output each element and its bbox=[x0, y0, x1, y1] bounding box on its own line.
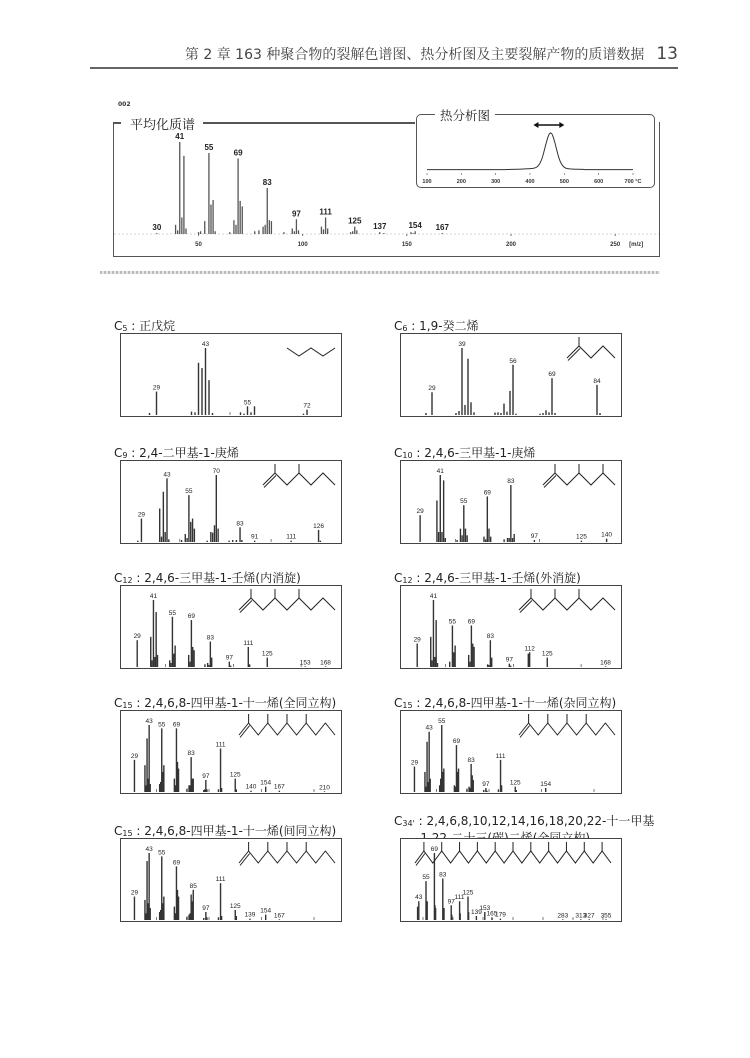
svg-text:43: 43 bbox=[145, 718, 153, 725]
svg-text:83: 83 bbox=[486, 633, 494, 641]
svg-text:55: 55 bbox=[448, 618, 457, 626]
svg-text:83: 83 bbox=[262, 178, 272, 187]
mass-spectrum-chart bbox=[401, 839, 621, 921]
svg-text:55: 55 bbox=[204, 143, 214, 153]
spectrum-panel-c15-syndio bbox=[120, 838, 342, 922]
svg-text:153: 153 bbox=[479, 904, 491, 912]
svg-text:210: 210 bbox=[319, 784, 330, 792]
svg-text:200: 200 bbox=[505, 242, 517, 248]
carbon-count: 9 bbox=[122, 451, 128, 460]
svg-text:69: 69 bbox=[233, 148, 243, 158]
svg-text:150: 150 bbox=[401, 242, 412, 248]
frame-line bbox=[203, 122, 415, 124]
formula-prefix: C bbox=[394, 319, 403, 333]
svg-text:83: 83 bbox=[507, 478, 515, 486]
compound-name: : 2,4,6,8-四甲基-1-十一烯(间同立构) bbox=[132, 824, 337, 838]
compound-title-c12-racemic bbox=[394, 569, 581, 586]
svg-text:84: 84 bbox=[593, 377, 601, 385]
svg-text:327: 327 bbox=[583, 912, 595, 920]
svg-text:55: 55 bbox=[243, 399, 252, 407]
compound-name: : 2,4,6,8-四甲基-1-十一烯(全同立构) bbox=[132, 696, 337, 710]
svg-text:83: 83 bbox=[236, 520, 244, 528]
svg-text:125: 125 bbox=[509, 779, 521, 787]
formula-prefix: C bbox=[394, 571, 403, 585]
svg-text:97: 97 bbox=[505, 656, 513, 664]
svg-text:83: 83 bbox=[187, 750, 195, 758]
svg-text:69: 69 bbox=[172, 721, 181, 729]
compound-title-c10 bbox=[394, 444, 535, 461]
spectrum-panel-c15-iso bbox=[120, 710, 342, 794]
svg-text:69: 69 bbox=[430, 846, 439, 853]
compound-title-c15-iso bbox=[114, 694, 336, 711]
svg-text:168: 168 bbox=[320, 659, 331, 667]
compound-name: : 1,9-癸二烯 bbox=[407, 319, 479, 333]
svg-text:154: 154 bbox=[260, 779, 272, 787]
tga-chart bbox=[417, 115, 654, 187]
compound-name: : 2,4,6,8-四甲基-1-十一烯(杂同立构) bbox=[412, 696, 617, 710]
section-divider bbox=[100, 271, 660, 274]
mass-spectrum-chart bbox=[121, 586, 341, 668]
svg-text:83: 83 bbox=[467, 756, 475, 764]
carbon-count: 6 bbox=[402, 324, 408, 333]
svg-text:29: 29 bbox=[410, 759, 419, 767]
svg-text:154: 154 bbox=[260, 907, 272, 915]
svg-text:111: 111 bbox=[454, 894, 465, 902]
svg-text:41: 41 bbox=[175, 132, 185, 141]
svg-text:111: 111 bbox=[215, 741, 226, 749]
svg-text:29: 29 bbox=[428, 385, 436, 393]
spectrum-panel-c12-meso bbox=[120, 585, 342, 669]
carbon-count: 12 bbox=[122, 576, 133, 585]
svg-text:41: 41 bbox=[429, 593, 438, 600]
svg-text:97: 97 bbox=[530, 532, 538, 540]
svg-text:69: 69 bbox=[467, 618, 476, 626]
svg-text:43: 43 bbox=[163, 471, 171, 479]
svg-text:125: 125 bbox=[229, 902, 241, 910]
svg-text:167: 167 bbox=[435, 223, 449, 233]
svg-text:29: 29 bbox=[137, 511, 146, 519]
compound-title-c15-syndio bbox=[114, 822, 336, 839]
spectrum-panel-c5 bbox=[120, 333, 342, 417]
svg-text:139: 139 bbox=[244, 911, 256, 919]
svg-text:83: 83 bbox=[206, 634, 214, 642]
formula-prefix: C bbox=[114, 824, 123, 838]
mass-spectrum-chart bbox=[401, 334, 621, 416]
formula-prefix: C bbox=[114, 571, 123, 585]
svg-text:29: 29 bbox=[130, 752, 139, 760]
tga-title: 热分析图 bbox=[435, 106, 495, 124]
svg-text:112: 112 bbox=[524, 645, 535, 653]
mass-spectrum-chart bbox=[401, 711, 621, 793]
header-rule bbox=[90, 67, 678, 69]
svg-text:55: 55 bbox=[460, 498, 468, 506]
svg-text:313: 313 bbox=[575, 912, 587, 920]
svg-text:69: 69 bbox=[187, 613, 196, 621]
svg-text:69: 69 bbox=[452, 738, 461, 746]
spectrum-panel-c34 bbox=[400, 838, 622, 922]
svg-text:29: 29 bbox=[133, 633, 141, 641]
svg-text:700 °C: 700 °C bbox=[624, 179, 642, 185]
svg-text:300: 300 bbox=[491, 179, 501, 185]
svg-text:111: 111 bbox=[286, 533, 297, 541]
compound-title-c12-meso bbox=[114, 569, 301, 586]
svg-text:125: 125 bbox=[229, 771, 241, 779]
svg-text:355: 355 bbox=[600, 912, 612, 920]
svg-text:167: 167 bbox=[273, 912, 285, 920]
formula-prefix: C bbox=[114, 446, 123, 460]
svg-text:140: 140 bbox=[601, 531, 613, 539]
svg-text:55: 55 bbox=[185, 488, 193, 496]
svg-text:154: 154 bbox=[408, 221, 422, 231]
svg-text:600: 600 bbox=[594, 179, 604, 185]
svg-text:97: 97 bbox=[202, 772, 210, 780]
svg-text:97: 97 bbox=[447, 898, 455, 906]
svg-text:69: 69 bbox=[172, 859, 181, 867]
svg-text:43: 43 bbox=[145, 846, 153, 853]
svg-text:[m/z]: [m/z] bbox=[629, 242, 644, 248]
formula-prefix: C bbox=[394, 814, 403, 828]
compound-title-c15-hetero bbox=[394, 694, 616, 711]
compound-name: : 2,4,6-三甲基-1-庚烯 bbox=[412, 446, 536, 460]
svg-text:139: 139 bbox=[470, 908, 482, 916]
svg-text:97: 97 bbox=[202, 904, 210, 912]
svg-text:100: 100 bbox=[297, 242, 308, 248]
svg-text:30: 30 bbox=[152, 223, 162, 233]
svg-text:200: 200 bbox=[456, 179, 466, 185]
svg-text:55: 55 bbox=[422, 874, 430, 882]
svg-text:125: 125 bbox=[462, 889, 474, 897]
svg-text:41: 41 bbox=[149, 593, 158, 600]
svg-text:29: 29 bbox=[416, 508, 424, 516]
svg-text:111: 111 bbox=[243, 639, 254, 647]
svg-text:83: 83 bbox=[439, 871, 447, 879]
svg-text:283: 283 bbox=[557, 912, 569, 920]
svg-text:500: 500 bbox=[559, 179, 569, 185]
svg-text:43: 43 bbox=[425, 724, 433, 732]
svg-text:39: 39 bbox=[458, 341, 466, 348]
svg-text:43: 43 bbox=[415, 894, 423, 902]
svg-text:91: 91 bbox=[251, 533, 259, 541]
carbon-count: 10 bbox=[402, 451, 413, 460]
svg-text:55: 55 bbox=[158, 721, 166, 729]
svg-text:29: 29 bbox=[413, 636, 421, 644]
svg-text:55: 55 bbox=[168, 609, 177, 617]
mass-spectrum-chart bbox=[121, 334, 341, 416]
spectrum-panel-c6 bbox=[400, 333, 622, 417]
svg-text:137: 137 bbox=[373, 222, 387, 232]
svg-text:125: 125 bbox=[541, 650, 553, 658]
svg-text:125: 125 bbox=[575, 533, 587, 541]
svg-text:41: 41 bbox=[436, 468, 444, 475]
tga-frame bbox=[416, 114, 655, 188]
spectrum-panel-c12-racemic bbox=[400, 585, 622, 669]
running-header bbox=[90, 44, 678, 64]
formula-prefix: C bbox=[394, 446, 403, 460]
compound-title-c6 bbox=[394, 317, 479, 334]
carbon-count: 15 bbox=[402, 701, 413, 710]
compound-name: : 2,4-二甲基-1-庚烯 bbox=[127, 446, 239, 460]
carbon-count: 12 bbox=[402, 576, 413, 585]
spectrum-panel-c15-hetero bbox=[400, 710, 622, 794]
svg-text:125: 125 bbox=[261, 650, 273, 658]
svg-text:56: 56 bbox=[509, 357, 517, 365]
svg-text:250: 250 bbox=[610, 242, 621, 248]
svg-text:126: 126 bbox=[313, 522, 324, 530]
formula-prefix: C bbox=[394, 696, 403, 710]
mass-spectrum-chart bbox=[401, 586, 621, 668]
frame-line bbox=[113, 122, 121, 124]
chapter-title: 第 2 章 163 种聚合物的裂解色谱图、热分析图及主要裂解产物的质谱数据 bbox=[184, 47, 645, 63]
svg-text:69: 69 bbox=[483, 489, 491, 497]
svg-text:111: 111 bbox=[319, 207, 332, 217]
spectrum-panel-c9 bbox=[120, 460, 342, 544]
mass-spectrum-chart bbox=[121, 839, 341, 921]
svg-text:168: 168 bbox=[600, 659, 611, 667]
svg-text:55: 55 bbox=[438, 718, 446, 725]
svg-text:29: 29 bbox=[130, 889, 139, 897]
svg-text:29: 29 bbox=[152, 384, 161, 392]
svg-text:55: 55 bbox=[158, 849, 166, 857]
mass-spectrum-chart bbox=[121, 461, 341, 543]
compound-name: : 2,4,6,8,10,12,14,16,18,20,22-十一甲基 bbox=[414, 814, 655, 828]
svg-text:154: 154 bbox=[540, 780, 552, 788]
compound-name: : 2,4,6-三甲基-1-壬烯(外消旋) bbox=[412, 571, 581, 585]
svg-text:140: 140 bbox=[245, 783, 257, 791]
svg-text:50: 50 bbox=[195, 242, 202, 248]
svg-text:111: 111 bbox=[215, 876, 226, 884]
svg-text:111: 111 bbox=[495, 752, 506, 760]
sample-code: 002 bbox=[118, 101, 131, 108]
carbon-count: 15 bbox=[122, 701, 133, 710]
svg-text:69: 69 bbox=[548, 371, 556, 379]
compound-name: : 正戊烷 bbox=[127, 319, 176, 333]
svg-text:70: 70 bbox=[212, 468, 220, 475]
svg-text:43: 43 bbox=[201, 341, 210, 348]
mass-spectrum-chart bbox=[401, 461, 621, 543]
formula-prefix: C bbox=[114, 696, 123, 710]
svg-text:72: 72 bbox=[303, 402, 311, 410]
svg-text:179: 179 bbox=[494, 911, 506, 919]
svg-text:165: 165 bbox=[486, 910, 498, 918]
mass-spectrum-chart bbox=[121, 711, 341, 793]
svg-text:85: 85 bbox=[189, 882, 197, 890]
spectrum-panel-c10 bbox=[400, 460, 622, 544]
average-ms-title: 平均化质谱 bbox=[130, 118, 196, 133]
svg-text:400: 400 bbox=[525, 179, 535, 185]
svg-text:125: 125 bbox=[348, 216, 362, 226]
carbon-count: 34' bbox=[402, 819, 415, 828]
svg-text:97: 97 bbox=[482, 780, 490, 788]
svg-text:97: 97 bbox=[291, 209, 301, 219]
compound-title-c9 bbox=[114, 444, 239, 461]
svg-text:153: 153 bbox=[299, 659, 311, 667]
formula-prefix: C bbox=[114, 319, 123, 333]
compound-title-c5 bbox=[114, 317, 175, 334]
svg-text:97: 97 bbox=[225, 654, 233, 662]
compound-name: : 2,4,6-三甲基-1-壬烯(内消旋) bbox=[132, 571, 301, 585]
svg-text:100: 100 bbox=[422, 179, 432, 185]
carbon-count: 15 bbox=[122, 829, 133, 838]
page-number: 13 bbox=[656, 44, 678, 64]
carbon-count: 5 bbox=[122, 324, 128, 333]
svg-text:167: 167 bbox=[273, 783, 285, 791]
